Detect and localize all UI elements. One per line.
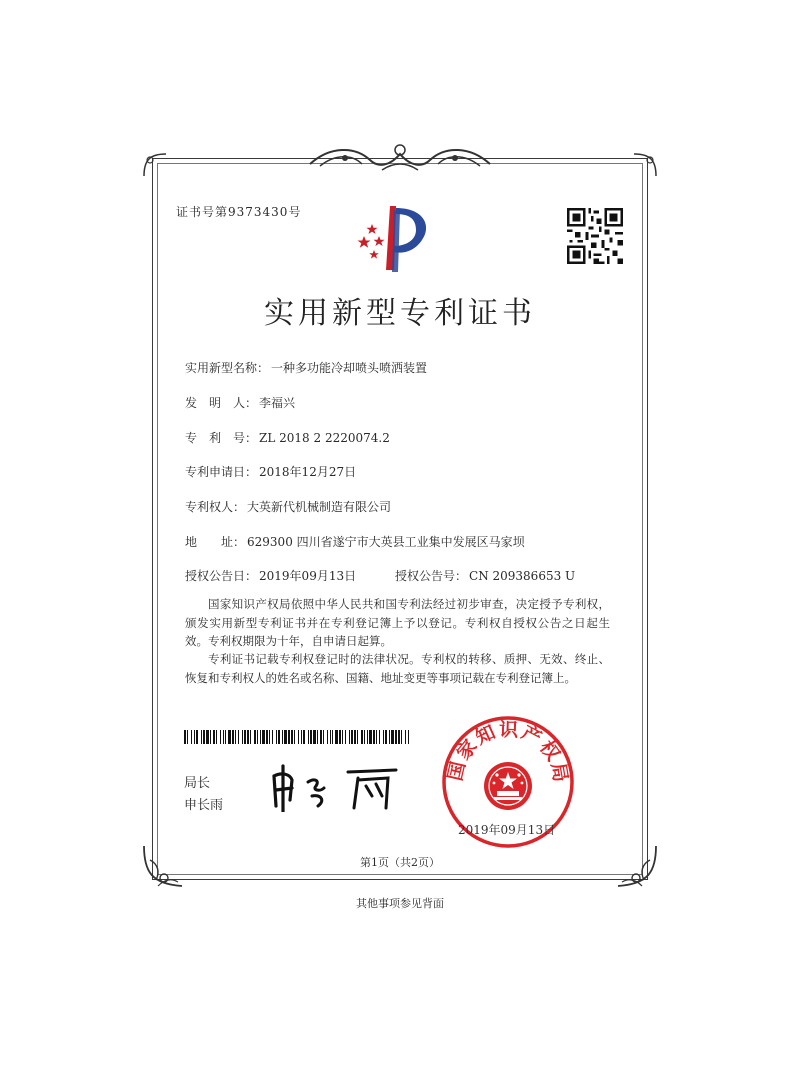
certificate-number: 证书号第9373430号 — [176, 205, 302, 219]
field-label: 实用新型名称： — [185, 361, 270, 375]
director-signature — [268, 762, 418, 812]
grant-publication-number: CN 209386653 U — [469, 569, 576, 583]
signatory-title: 局长 — [184, 776, 211, 791]
seal-date: 2019年09月13日 — [458, 823, 556, 837]
cnipa-logo — [352, 202, 438, 274]
corner-ornament-top-left — [140, 150, 170, 180]
field-label: 专利权人： — [185, 500, 246, 514]
field-label: 地 址： — [185, 535, 246, 549]
certificate-title: 实用新型专利证书 — [264, 296, 536, 331]
field-address — [185, 533, 525, 550]
field-label: 专 利 号： — [185, 431, 258, 445]
barcode — [184, 730, 410, 744]
field-grant-publication-number — [395, 567, 575, 584]
inventor-name: 李福兴 — [259, 396, 296, 410]
field-label: 授权公告号： — [395, 569, 468, 583]
field-filing-date — [185, 463, 356, 480]
page-number: 第1页（共2页） — [360, 856, 440, 869]
qr-code — [567, 208, 623, 264]
top-ornament — [300, 140, 500, 178]
filing-date: 2018年12月27日 — [259, 465, 357, 479]
field-patentee — [185, 498, 391, 515]
legal-status-paragraph: 专利证书记载专利权登记时的法律状况。专利权的转移、质押、无效、终止、恢复和专利权人的姓名或名称、国籍、地址变更等事项记载在专利登记簿上。 — [185, 652, 610, 685]
field-label: 授权公告日： — [185, 569, 258, 583]
field-inventor — [185, 394, 295, 411]
corner-ornament-top-right — [630, 150, 660, 180]
field-grant-date — [185, 567, 356, 584]
footer-note: 其他事项参见背面 — [356, 897, 444, 910]
patent-number: ZL 2018 2 2220074.2 — [259, 431, 390, 445]
field-utility-model-name — [185, 359, 427, 376]
patentee-address: 629300 四川省遂宁市大英县工业集中发展区马家坝 — [247, 535, 525, 549]
grant-date: 2019年09月13日 — [259, 569, 357, 583]
signatory-name: 申长雨 — [184, 798, 224, 813]
field-label: 专利申请日： — [185, 465, 258, 479]
grant-statement-paragraph: 国家知识产权局依照中华人民共和国专利法经过初步审查，决定授予专利权，颁发实用新型专利证书并在专利登记簿上予以登记。专利权自授权公告之日起生效。专利权期限为十年，自申请日起算。 — [185, 597, 610, 648]
patentee-name: 大英新代机械制造有限公司 — [247, 500, 392, 514]
utility-model-name: 一种多功能冷却喷头喷洒装置 — [271, 361, 428, 375]
field-patent-number — [185, 429, 390, 446]
field-label: 发 明 人： — [185, 396, 258, 410]
svg-text:国家知识产权局: 国家知识产权局 — [444, 718, 572, 786]
